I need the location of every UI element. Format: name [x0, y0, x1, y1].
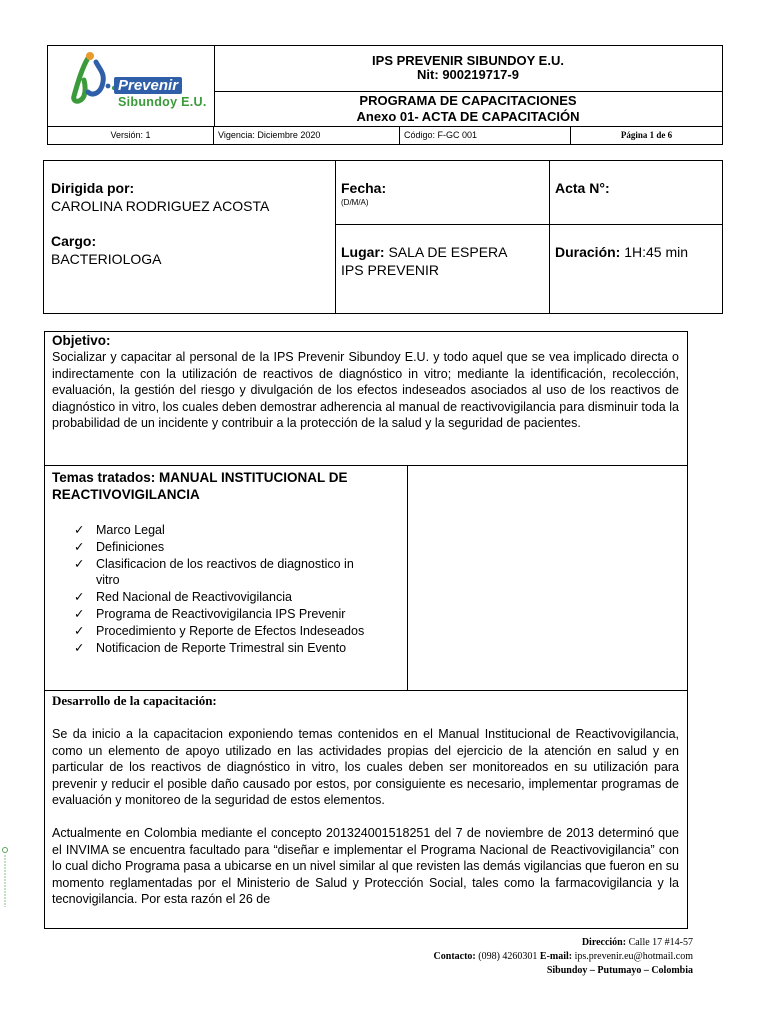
logo-text-sibundoy: Sibundoy E.U.	[118, 95, 207, 109]
list-item: ✓ Red Nacional de Reactivovigilancia	[74, 590, 292, 605]
divider	[335, 224, 722, 225]
company-nit: Nit: 900219717-9	[417, 67, 519, 82]
lugar-field	[341, 243, 508, 279]
list-item: ✓ Marco Legal	[74, 523, 165, 537]
objetivo-label: Objetivo:	[52, 333, 111, 348]
page-number: Página 1 de 6	[620, 130, 673, 140]
email-link[interactable]: ips.prevenir.eu@hotmail.com	[574, 951, 693, 962]
company-title	[214, 46, 722, 92]
objetivo-text: Socializar y capacitar al personal de la IPS Prevenir Sibundoy E.U. y todo aquel que se vea implicado directa o indirectamente con la utilización de reactivos de diagnóstico in vitro; mediante la identificación, recolección, evaluación, la gestión del riesgo y divulgación de los efectos indeseados asociados al uso de los reactivos de diagnóstico in vitro, los cuales deben demostrar adherencia al manual de reactivovigilancia para disminuir toda la probabilidad de un incidente y contribuir a la protección de la salud y la seguridad de pacientes.	[52, 350, 679, 431]
temas-list	[52, 522, 402, 656]
program-title: PROGRAMA DE CAPACITACIONES	[359, 93, 577, 108]
list-item: ✓ Clasificacion de los reactivos de diagnostico in	[74, 556, 354, 571]
footer-address: Dirección: Calle 17 #14-57	[581, 937, 693, 948]
checkmark-icon: ✓	[74, 623, 85, 638]
temas-label-line1: Temas tratados: MANUAL INSTITUCIONAL DE	[52, 470, 348, 485]
desarrollo-label: Desarrollo de la capacitación:	[52, 693, 217, 708]
logo-cell	[48, 46, 215, 126]
vigencia-field: Vigencia: Diciembre 2020	[214, 127, 400, 144]
checkmark-icon: ✓	[74, 640, 85, 655]
objetivo-section	[52, 333, 679, 432]
list-item: ✓ Programa de Reactivovigilancia IPS Prevenir	[74, 606, 346, 621]
divider	[45, 465, 687, 466]
checkmark-icon: ✓	[74, 556, 85, 571]
lugar-label: Lugar:	[341, 244, 385, 260]
footer-location: Sibundoy – Putumayo – Colombia	[546, 965, 693, 976]
acta-label: Acta N°:	[555, 180, 610, 196]
checkmark-icon: ✓	[74, 606, 85, 621]
company-name: IPS PREVENIR SIBUNDOY E.U.	[372, 53, 564, 68]
dirigida-label: Dirigida por:	[51, 180, 135, 196]
lugar-value-2: IPS PREVENIR	[341, 262, 440, 278]
divider	[45, 690, 687, 691]
annex-title: Anexo 01- ACTA DE CAPACITACIÓN	[356, 109, 580, 124]
dirigida-value: CAROLINA RODRIGUEZ ACOSTA	[51, 198, 270, 214]
temas-label	[52, 469, 402, 503]
desarrollo-section	[52, 693, 679, 908]
session-info-table	[43, 160, 723, 314]
list-item: ✓ Notificacion de Reporte Trimestral sin Evento	[74, 640, 347, 655]
divider	[549, 161, 550, 313]
divider	[335, 161, 336, 313]
document-header	[47, 45, 723, 145]
document-meta-row	[48, 126, 722, 145]
footer-contact: Contacto: (098) 4260301 E-mail: ips.prevenir.eu@hotmail.com	[433, 951, 693, 962]
checkmark-icon: ✓	[74, 523, 85, 537]
divider	[407, 465, 408, 690]
duracion-field	[555, 243, 688, 261]
list-item: ✓ Procedimiento y Reporte de Efectos Indeseados	[74, 623, 365, 638]
document-title	[214, 92, 722, 126]
cargo-label: Cargo:	[51, 233, 97, 249]
training-content-table	[44, 331, 688, 929]
codigo-field: Código: F-GC 001	[400, 127, 571, 144]
cargo-value: BACTERIOLOGA	[51, 251, 162, 267]
duracion-label: Duración:	[555, 244, 621, 260]
duracion-value: 1H:45 min	[624, 244, 689, 260]
side-stamp-icon	[2, 845, 8, 910]
page-footer	[434, 936, 693, 978]
desarrollo-paragraph-1: Se da inicio a la capacitacion exponiendo temas contenidos en el Manual Institucional de Reactivovigilancia, como un elemento de apoyo utilizado en las actividades propias del ejercicio de la atención en salud y en particular de los reactivos de diagnóstico in vitro, los cuales deben ser monitoreados en su utilización para prevenir y reducir el posible daño causado por estos, por consiguiente es necesario, implementar programas de evaluación y monitoreo de la seguridad de estos elementos.	[52, 727, 679, 808]
fecha-hint: (D/M/A)	[341, 198, 369, 207]
checkmark-icon: ✓	[74, 590, 85, 605]
temas-label-line2: REACTIVOVIGILANCIA	[52, 487, 200, 502]
lugar-value: SALA DE ESPERA	[388, 244, 508, 260]
version-field: Versión: 1	[48, 127, 214, 144]
fecha-label: Fecha:	[341, 180, 387, 196]
desarrollo-paragraph-2: Actualmente en Colombia mediante el concepto 201324001518251 del 7 de noviembre de 2013 determinó que el INVIMA se encuentra facultado para “diseñar e implementar el Programa Nacional de Reactivovigilancia” con lo cual dicho Programa pasa a ubicarse en un nivel similar al que revisten las demás vigilancias que fueron en su momento reglamentadas por el Ministerio de Salud y Protección Social, tales como la farmacovigilancia y la tecnovigilancia. Por esta razón el 26 de	[52, 825, 679, 907]
list-item: ✓ Definiciones	[74, 539, 165, 554]
temas-section	[52, 469, 402, 656]
list-item-continuation: vitro	[96, 573, 120, 588]
logo-text-prevenir: Prevenir	[114, 77, 182, 94]
checkmark-icon: ✓	[74, 539, 85, 554]
